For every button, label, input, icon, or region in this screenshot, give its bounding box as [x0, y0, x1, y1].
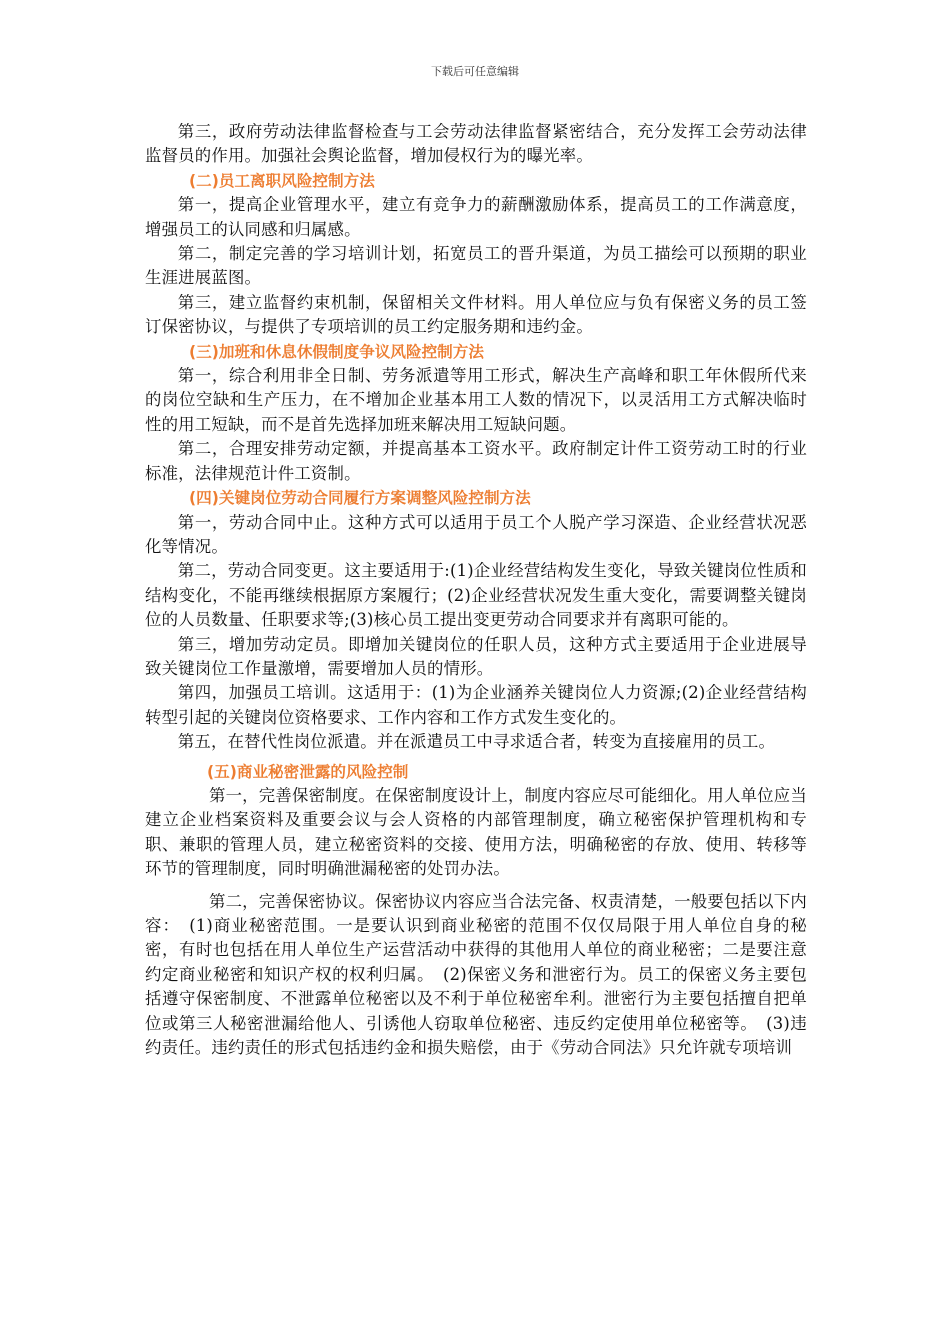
paragraph-gov-supervision: 第三，政府劳动法律监督检查与工会劳动法律监督紧密结合，充分发挥工会劳动法律监督员的作用。加强社会舆论监督，增加侵权行为的曝光率。 [145, 122, 807, 166]
paragraph: 第一，完善保密制度。在保密制度设计上，制度内容应尽可能细化。用人单位应当建立企业档案资料及重要会议与会人资格的内部管理制度，确立秘密保护管理机构和专职、兼职的管理人员，建立秘密资料的交接、使用方法，明确秘密的存放、使用、转移等环节的管理制度，同时明确泄漏秘密的处罚办法。 [145, 785, 807, 879]
paragraph: 第二，合理安排劳动定额，并提高基本工资水平。政府制定计件工资劳动工时的行业标准，法律规范计件工资制。 [145, 439, 807, 483]
paragraph: 第一，劳动合同中止。这种方式可以适用于员工个人脱产学习深造、企业经营状况恶化等情况。 [145, 512, 807, 556]
section-heading-2: (二)员工离职风险控制方法 [189, 171, 375, 190]
paragraph: 第二，制定完善的学习培训计划，拓宽员工的晋升渠道，为员工描绘可以预期的职业生涯进展蓝图。 [145, 244, 807, 288]
section-heading-5: (五)商业秘密泄露的风险控制 [207, 762, 409, 781]
paragraph: 第四，加强员工培训。这适用于：(1)为企业涵养关键岗位人力资源;(2)企业经营结构转型引起的关键岗位资格要求、工作内容和工作方式发生变化的。 [145, 683, 807, 727]
paragraph: 第三，增加劳动定员。即增加关键岗位的任职人员，这种方式主要适用于企业进展导致关键岗位工作量激增，需要增加人员的情形。 [145, 634, 807, 678]
paragraph: 第二，完善保密协议。保密协议内容应当合法完备、权责清楚，一般要包括以下内容： (1)商业秘密范围。一是要认识到商业秘密的范围不仅仅局限于用人单位自身的秘密，有时也包括在用人单位生产运营活动中获得的其他用人单位的商业秘密；二是要注意约定商业秘密和知识产权的权利归属。 (2)保密义务和泄密行为。员工的保密义务主要包括遵守保密制度、不泄露单位秘密以及不利于单位秘密牟利。泄密行为主要包括擅自把单位或第三人秘密泄漏给他人、引诱他人窃取单位秘密、违反约定使用单位秘密等。 (3)违约责任。违约责任的形式包括违约金和损失赔偿，由于《劳动合同法》只允许就专项培训 [145, 891, 807, 1058]
section-heading-4: (四)关键岗位劳动合同履行方案调整风险控制方法 [189, 489, 531, 508]
paragraph: 第五，在替代性岗位派遣。并在派遣员工中寻求适合者，转变为直接雇用的员工。 [177, 732, 776, 752]
paragraph: 第一，提高企业管理水平，建立有竞争力的薪酬激励体系，提高员工的工作满意度，增强员工的认同感和归属感。 [145, 195, 807, 239]
paragraph: 第一，综合利用非全日制、劳务派遣等用工形式，解决生产高峰和职工年休假所代来的岗位空缺和生产压力，在不增加企业基本用工人数的情况下，以灵活用工方式解决临时性的用工短缺，而不是首先选择加班来解决用工短缺问题。 [145, 366, 807, 434]
document-body [145, 120, 807, 1060]
paragraph: 第二，劳动合同变更。这主要适用于:(1)企业经营结构发生变化，导致关键岗位性质和结构变化，不能再继续根据原方案履行；(2)企业经营状况发生重大变化，需要调整关键岗位的人员数量、任职要求等;(3)核心员工提出变更劳动合同要求并有离职可能的。 [145, 561, 807, 630]
paragraph: 第三，建立监督约束机制，保留相关文件材料。用人单位应与负有保密义务的员工签订保密协议，与提供了专项培训的员工约定服务期和违约金。 [145, 292, 807, 337]
section-heading-3: (三)加班和休息休假制度争议风险控制方法 [189, 342, 484, 361]
page-header: 下载后可任意编辑 [431, 65, 519, 78]
